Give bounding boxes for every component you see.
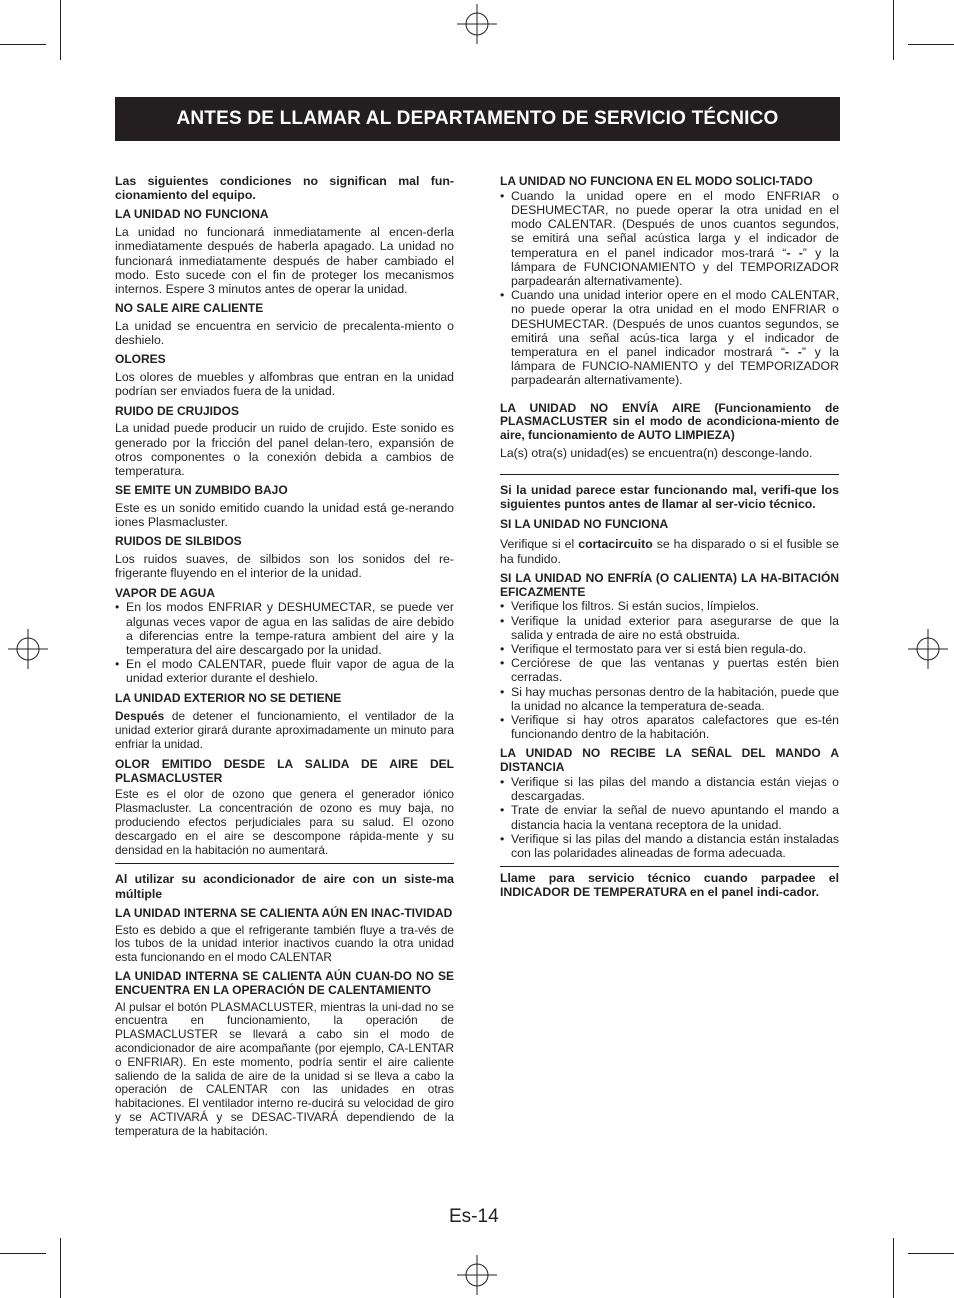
list-item-text: Cuando la unidad opere en el modo ENFRIAR o DESHUMECTAR, no puede operar la otra unidad en el modo CALENTAR. (Después de unos cuantos segundos, se emitirá una señal acústica larga y el indicador de temperatura en el panel indicador mos-trará “ xyxy=(511,188,839,260)
page-title: ANTES DE LLAMAR AL DEPARTAMENTO DE SERVICIO TÉCNICO xyxy=(115,97,840,141)
registration-mark-icon xyxy=(908,629,948,669)
section-heading: LA UNIDAD NO FUNCIONA xyxy=(115,207,269,222)
section-heading: RUIDO DE CRUJIDOS xyxy=(115,403,240,418)
section-heading: RUIDOS DE SILBIDOS xyxy=(115,534,242,549)
section-heading: OLOR EMITIDO DESDE LA SALIDA DE AIRE DEL PLASMACLUSTER xyxy=(115,756,454,785)
section-heading: VAPOR DE AGUA xyxy=(115,585,216,600)
list-item: • En los modos ENFRIAR y DESHUMECTAR, se puede ver algunas veces vapor de agua en las salidas de aire debido a diferencias entre la tempe-ratura ambient del aire y la temperatura del aire descargado por la unidad. xyxy=(115,600,454,657)
divider xyxy=(500,866,839,867)
section-text: La unidad se encuentra en servicio de precalenta-miento o deshielo. xyxy=(115,319,454,348)
bullet-list xyxy=(500,599,839,741)
section-text xyxy=(115,710,454,751)
section-heading: LA UNIDAD EXTERIOR NO SE DETIENE xyxy=(115,690,342,705)
list-item-text: ” y la lámpara de FUNCIO-NAMIENTO y del TEMPORIZADOR parpadearán alternativamente). xyxy=(511,345,839,388)
crop-mark xyxy=(0,1253,46,1254)
section-text-rest: de detener el funcionamiento, el ventilador de la unidad exterior girará durante aproximadamente un minuto para enfriar la unidad. xyxy=(115,709,454,752)
section-text: Los olores de muebles y alfombras que entran en la unidad podrían ser enviados fuera de la unidad. xyxy=(115,370,454,399)
section-heading: LA UNIDAD NO FUNCIONA EN EL MODO SOLICI-TADO xyxy=(500,174,813,188)
section-heading: SI LA UNIDAD NO ENFRÍA (O CALIENTA) LA HA-BITACIÓN EFICAZMENTE xyxy=(500,570,839,599)
crop-mark xyxy=(908,1253,954,1254)
left-column xyxy=(115,174,454,1139)
page-number: Es-14 xyxy=(449,1206,499,1227)
list-item: • Trate de enviar la señal de nuevo apuntando el mando a distancia hacia la ventana receptora de la unidad. xyxy=(500,803,839,831)
bullet-list xyxy=(500,189,839,388)
list-item: • Verifique si hay otros aparatos calefactores que es-tén funcionando dentro de la habitación. xyxy=(500,713,839,741)
crop-mark xyxy=(908,44,954,45)
registration-mark-icon xyxy=(457,1255,497,1295)
list-item: • Verifique si las pilas del mando a distancia están instaladas con las polaridades alineadas de forma adecuada. xyxy=(500,832,839,860)
section-text: Al pulsar el botón PLASMACLUSTER, mientras la uni-dad no se encuentra en funcionamiento, la operación de PLASMACLUSTER se llevará a cabo sin el modo de acondicionador de aire acompañante (por ejemplo, CA-LENTAR o ENFRIAR). En este momento, podría sentir el aire caliente saliendo de la salida de aire de la unidad si se lleva a cabo la operación de CALENTAR con las unidades en otras habitaciones. El ventilador interno re-ducirá su velocidad de giro y se ACTIVARÁ y se DESAC-TIVARÁ dependiendo de la temperatura de la habitación. xyxy=(115,999,454,1138)
list-item xyxy=(500,288,839,387)
registration-mark-icon xyxy=(8,629,48,669)
section-heading: LA UNIDAD INTERNA SE CALIENTA AÚN CUAN-DO NO SE ENCUENTRA EN LA OPERACIÓN DE CALENTAMIENTO xyxy=(115,969,454,997)
crop-mark xyxy=(893,0,894,60)
check-intro: Si la unidad parece estar funcionando mal, verifi-que los siguientes puntos antes de llamar al ser-vicio técnico. xyxy=(500,483,839,512)
section-text: Los ruidos suaves, de silbidos son los sonidos del re-frigerante fluyendo en el interior de la unidad. xyxy=(115,552,454,581)
crop-mark xyxy=(60,1238,61,1298)
list-item: • Cerciórese de que las ventanas y puertas estén bien cerradas. xyxy=(500,656,839,684)
list-item: • En el modo CALENTAR, puede fluir vapor de agua de la unidad exterior durante el deshielo. xyxy=(115,657,454,685)
list-item: • Si hay muchas personas dentro de la habitación, puede que la unidad no alcance la temperatura de-seada. xyxy=(500,685,839,713)
section-heading: LA UNIDAD NO RECIBE LA SEÑAL DEL MANDO A DISTANCIA xyxy=(500,746,839,775)
divider xyxy=(500,474,839,475)
section-heading: OLORES xyxy=(115,352,166,367)
right-column xyxy=(500,175,839,900)
section-text: Este es el olor de ozono que genera el generador iónico Plasmacluster. La concentración de ozono es muy baja, no produciendo efectos perjudiciales para su salud. El ozono descargado en el aire se descompone rápida-mente y su densidad en la habitación no aumentará. xyxy=(115,787,454,857)
bold-term: cortacircuito xyxy=(578,537,653,552)
section-heading: NO SALE AIRE CALIENTE xyxy=(115,301,264,316)
crop-mark xyxy=(60,0,61,60)
list-item: • Verifique la unidad exterior para asegurarse de que la salida y entrada de aire no está obstruida. xyxy=(500,614,839,642)
section-text: La unidad no funcionará inmediatamente al encen-derla inmediatamente después de haberla apagado. La unidad no funcionará inmediatamente después de haber cambiado el modo. Esto sucede con el fin de proteger los mecanismos internos. Espere 3 minutos antes de operar la unidad. xyxy=(115,225,454,297)
list-item xyxy=(500,189,839,288)
list-item-text: Cuando una unidad interior opere en el modo CALENTAR, no puede operar la otra unidad en el modo ENFRIAR o DESHUMECTAR. (Después de unos cuantos segundos, se emitirá una señal acús-tica larga y el indicador de temperatura en el panel indicador mostrará “ xyxy=(511,288,839,360)
section-text-part: se ha disparado o si el fusible se ha fundido. xyxy=(500,537,839,566)
section-text: Esto es debido a que el refrigerante también fluye a tra-vés de los tubos de la unidad interior inactivos cuando la otra unidad esta funcionando en el modo CALENTAR xyxy=(115,922,454,965)
section-heading: LA UNIDAD NO ENVÍA AIRE (Funcionamiento de PLASMACLUSTER sin el modo de acondiciona-miento de aire, funcionamiento de AUTO LIMPIEZA) xyxy=(500,400,839,443)
crop-mark xyxy=(0,44,46,45)
list-item: • Verifique el termostato para ver si está bien regula-do. xyxy=(500,642,839,656)
lead-word: Después xyxy=(115,709,165,724)
section-heading: LA UNIDAD INTERNA SE CALIENTA AÚN EN INAC-TIVIDAD xyxy=(115,905,453,920)
dash-symbol: - - xyxy=(786,245,803,260)
section-text xyxy=(500,537,839,565)
section-heading: SI LA UNIDAD NO FUNCIONA xyxy=(500,516,669,531)
intro-text: Las siguientes condiciones no significan mal fun-cionamiento del equipo. xyxy=(115,174,454,203)
list-item: • Verifique los filtros. Si están sucios, límpielos. xyxy=(500,599,839,613)
list-item: • Verifique si las pilas del mando a distancia están viejas o descargadas. xyxy=(500,775,839,803)
divider xyxy=(115,863,454,864)
crop-mark xyxy=(893,1238,894,1298)
registration-mark-icon xyxy=(457,4,497,44)
section-text-part: Verifique si el xyxy=(500,537,579,552)
bullet-list xyxy=(115,600,454,685)
section-heading: SE EMITE UN ZUMBIDO BAJO xyxy=(115,483,288,498)
section-text: Este es un sonido emitido cuando la unidad está ge-nerando iones Plasmacluster. xyxy=(115,501,454,530)
multi-system-heading: Al utilizar su acondicionador de aire con un siste-ma múltiple xyxy=(115,872,454,901)
dash-symbol: - - xyxy=(785,345,802,360)
bullet-list xyxy=(500,775,839,860)
final-note: Llame para servicio técnico cuando parpadee el INDICADOR DE TEMPERATURA en el panel indi-cador. xyxy=(500,871,839,900)
section-text: La unidad puede producir un ruido de crujido. Este sonido es generado por la fricción del panel delan-tero, expansión de otros componentes o la conexión debida a cambios de temperatura. xyxy=(115,421,454,479)
section-text: La(s) otra(s) unidad(es) se encuentra(n) desconge-lando. xyxy=(500,446,813,461)
list-item-text: ” y la lámpara de FUNCIONAMIENTO y del TEMPORIZADOR parpadearán alternativamente). xyxy=(511,245,839,289)
